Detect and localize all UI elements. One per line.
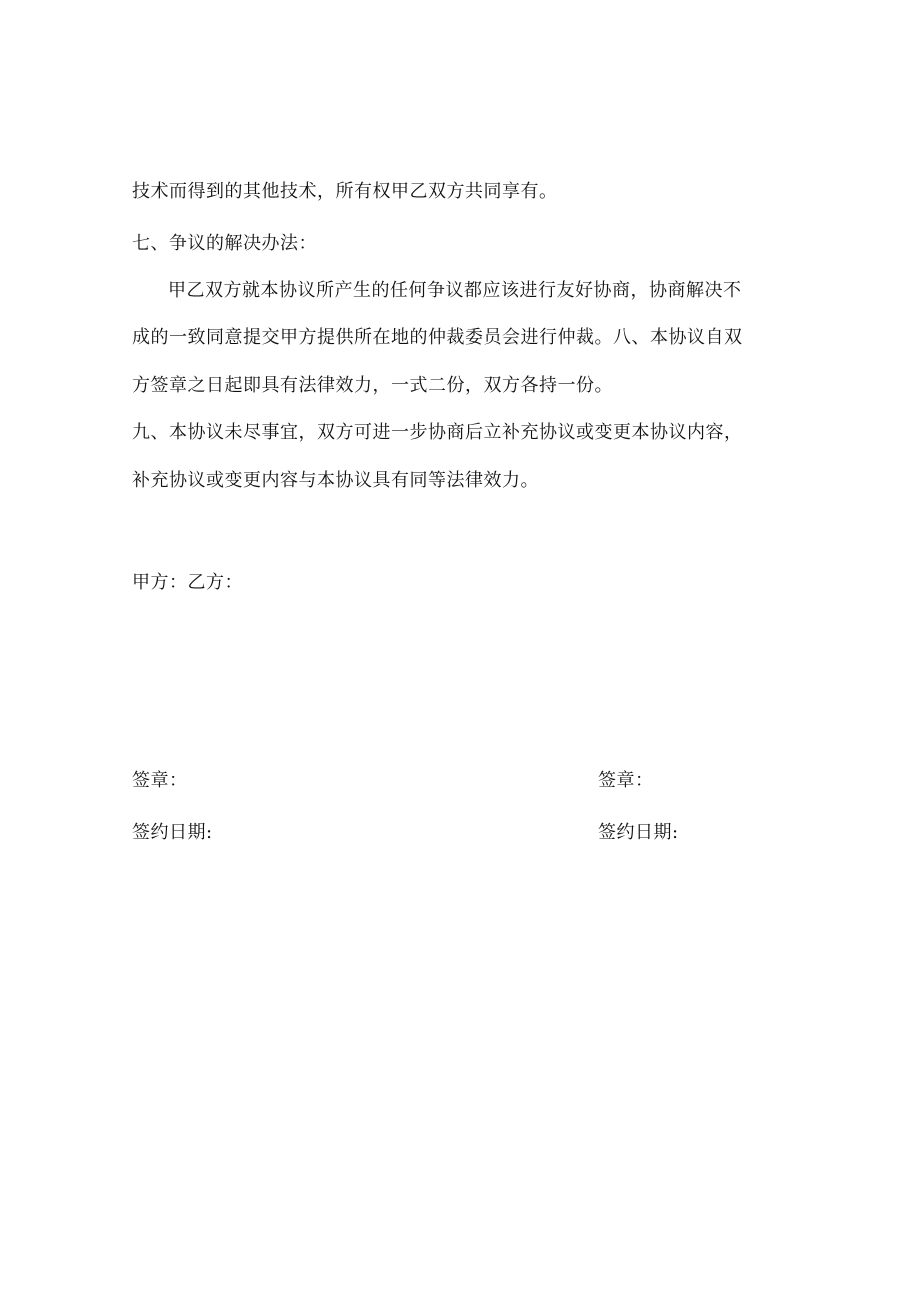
clause-9-text-line-2: 补充协议或变更内容与本协议具有同等法律效力。: [132, 470, 539, 491]
clause-8-text-line: 方签章之日起即具有法律效力，一式二份，双方各持一份。: [132, 375, 613, 396]
party-b-date-label: 签约日期:: [598, 822, 679, 843]
clause-6-continuation: 技术而得到的其他技术，所有权甲乙双方共同享有。: [132, 181, 558, 202]
clause-9-text-line-1: 九、本协议未尽事宜，双方可进一步协商后立补充协议或变更本协议内容，: [132, 422, 743, 443]
party-a-seal-label: 签章：: [132, 770, 188, 791]
clause-7-heading: 七、争议的解决办法：: [132, 233, 317, 254]
party-a-date-label: 签约日期:: [132, 822, 213, 843]
clause-7-text-line-2: 成的一致同意提交甲方提供所在地的仲裁委员会进行仲裁。八、本协议自双: [132, 327, 743, 348]
clause-7-text-line-1: 甲乙双方就本协议所产生的任何争议都应该进行友好协商，协商解决不: [168, 280, 742, 301]
parties-label: 甲方：乙方：: [132, 572, 243, 593]
party-b-seal-label: 签章：: [598, 770, 654, 791]
